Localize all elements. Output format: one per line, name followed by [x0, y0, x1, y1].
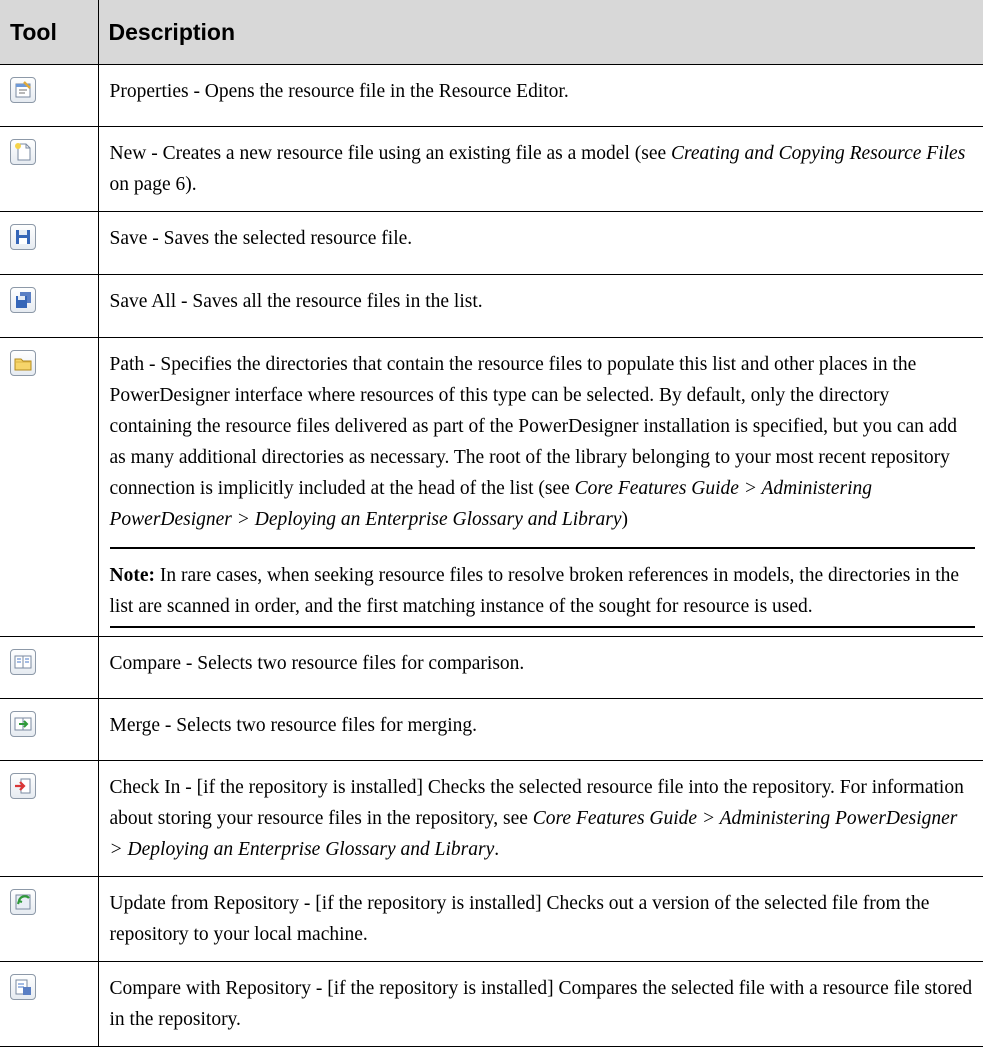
compare-with-repository-icon: [10, 974, 36, 1000]
cross-reference-link[interactable]: Creating and Copying Resource Files: [671, 143, 966, 164]
compare-icon: [10, 649, 36, 675]
table-row: [0, 127, 983, 212]
save-all-icon: [10, 287, 36, 313]
update-from-repository-icon: [10, 889, 36, 915]
table-row: [0, 962, 983, 1047]
row-text: Check In - [if the repository is installed] Checks the selected resource file into the repository. For information about storing your resource files in the repository, see: [109, 777, 964, 829]
properties-icon: [10, 77, 36, 103]
table-row: [0, 212, 983, 275]
check-in-icon: [10, 773, 36, 799]
row-text: Path - Specifies the directories that contain the resource files to populate this list and other places in the PowerDesigner interface where resources of this type can be selected. By default, only the directory containing the resource files delivered as part of the PowerDesigner installation is specified, but you can add as many additional directories as necessary. The root of the library belonging to your most recent repository connection is implicitly included at the head of the list (see: [109, 354, 957, 499]
table-row: [0, 699, 983, 761]
header-row: [0, 0, 983, 65]
description-column-header: Description: [98, 0, 983, 65]
save-icon: [10, 224, 36, 250]
table-row: [0, 761, 983, 877]
row-text-tail: ): [621, 509, 628, 530]
row-text-tail: on page 6).: [109, 174, 197, 195]
row-text: New - Creates a new resource file using an existing file as a model (see: [109, 143, 672, 164]
new-file-icon: [10, 139, 36, 165]
row-text: Compare with Repository - [if the repository is installed] Compares the selected file with a resource file stored in the repository.: [109, 978, 973, 1030]
row-text: Save - Saves the selected resource file.: [109, 228, 413, 249]
row-text-tail: .: [494, 839, 500, 860]
table-row: [0, 275, 983, 338]
merge-icon: [10, 711, 36, 737]
tool-column-header: Tool: [0, 0, 98, 65]
row-text: Compare - Selects two resource files for comparison.: [109, 653, 525, 674]
table-row: [0, 877, 983, 962]
cross-reference-link[interactable]: Core Features Guide > Administering PowerDesigner > Deploying an Enterprise Glossary and Library: [109, 478, 872, 530]
table-row: [0, 338, 983, 637]
folder-icon: [10, 350, 36, 376]
row-text: Update from Repository - [if the repository is installed] Checks out a version of the selected file from the repository to your local machine.: [109, 893, 930, 945]
note-block: [110, 547, 975, 628]
cross-reference-link[interactable]: Core Features Guide > Administering PowerDesigner > Deploying an Enterprise Glossary and Library: [109, 808, 958, 860]
note-text: In rare cases, when seeking resource files to resolve broken references in models, the directories in the list are scanned in order, and the first matching instance of the sought for resource is used.: [109, 565, 960, 617]
table-row: [0, 637, 983, 699]
row-text: Merge - Selects two resource files for merging.: [109, 715, 478, 736]
row-text: Save All - Saves all the resource files in the list.: [109, 291, 483, 312]
row-text: Properties - Opens the resource file in the Resource Editor.: [109, 81, 569, 102]
table-row: [0, 65, 983, 127]
note-label: Note:: [109, 565, 155, 586]
